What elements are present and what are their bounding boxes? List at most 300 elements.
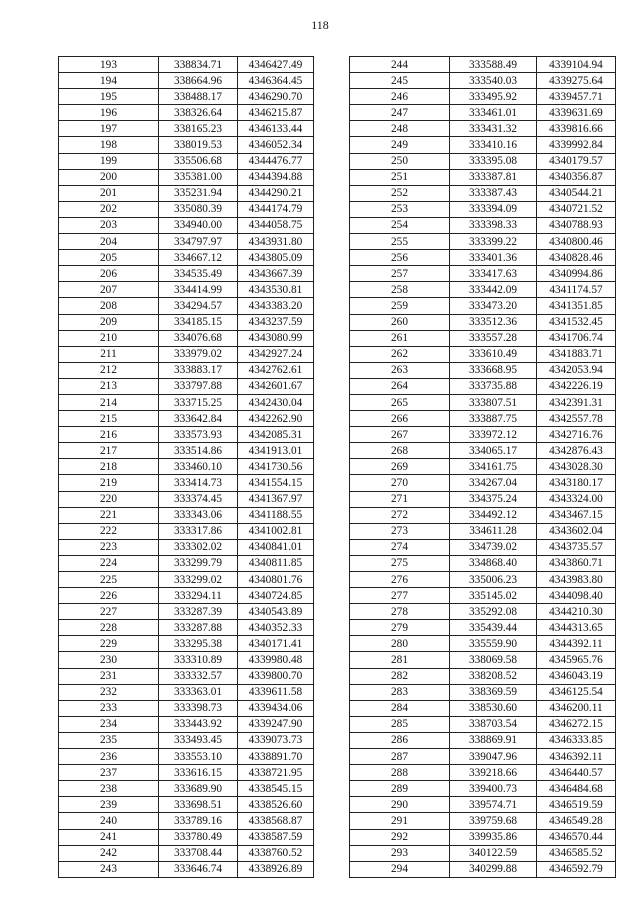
y-coordinate-cell: 4339104.94 — [537, 57, 616, 73]
x-coordinate-cell: 339218.66 — [450, 765, 537, 781]
y-coordinate-cell: 4338587.59 — [238, 829, 314, 845]
point-number-cell: 223 — [59, 539, 159, 555]
point-number-cell: 197 — [59, 121, 159, 137]
table-row — [350, 217, 616, 233]
table-row — [350, 797, 616, 813]
y-coordinate-cell: 4338721.95 — [238, 765, 314, 781]
y-coordinate-cell: 4339992.84 — [537, 137, 616, 153]
x-coordinate-cell: 333410.16 — [450, 137, 537, 153]
table-row — [59, 572, 314, 588]
point-number-cell: 290 — [350, 797, 450, 813]
table-row — [59, 620, 314, 636]
point-number-cell: 265 — [350, 394, 450, 410]
table-row — [59, 89, 314, 105]
point-number-cell: 209 — [59, 314, 159, 330]
y-coordinate-cell: 4346215.87 — [238, 105, 314, 121]
x-coordinate-cell: 335381.00 — [159, 169, 238, 185]
y-coordinate-cell: 4338545.15 — [238, 781, 314, 797]
table-row — [350, 700, 616, 716]
table-row — [59, 394, 314, 410]
point-number-cell: 211 — [59, 346, 159, 362]
y-coordinate-cell: 4339457.71 — [537, 89, 616, 105]
y-coordinate-cell: 4339631.69 — [537, 105, 616, 121]
x-coordinate-cell: 333387.81 — [450, 169, 537, 185]
point-number-cell: 219 — [59, 475, 159, 491]
table-row — [59, 105, 314, 121]
x-coordinate-cell: 339935.86 — [450, 829, 537, 845]
x-coordinate-cell: 333461.01 — [450, 105, 537, 121]
y-coordinate-cell: 4346290.70 — [238, 89, 314, 105]
x-coordinate-cell: 338869.91 — [450, 732, 537, 748]
table-row — [350, 829, 616, 845]
x-coordinate-cell: 333972.12 — [450, 427, 537, 443]
y-coordinate-cell: 4339434.06 — [238, 700, 314, 716]
x-coordinate-cell: 333317.86 — [159, 523, 238, 539]
table-row — [350, 555, 616, 571]
point-number-cell: 212 — [59, 362, 159, 378]
table-row — [350, 588, 616, 604]
x-coordinate-cell: 333287.88 — [159, 620, 238, 636]
table-row — [59, 604, 314, 620]
table-row — [350, 845, 616, 861]
y-coordinate-cell: 4341532.45 — [537, 314, 616, 330]
y-coordinate-cell: 4340179.57 — [537, 153, 616, 169]
table-row — [350, 507, 616, 523]
table-row — [59, 684, 314, 700]
x-coordinate-cell: 334185.15 — [159, 314, 238, 330]
page-number: 118 — [311, 18, 329, 32]
table-row — [59, 636, 314, 652]
table-row — [59, 845, 314, 861]
y-coordinate-cell: 4338891.70 — [238, 749, 314, 765]
x-coordinate-cell: 333343.06 — [159, 507, 238, 523]
table-row — [59, 459, 314, 475]
y-coordinate-cell: 4344394.88 — [238, 169, 314, 185]
x-coordinate-cell: 333299.02 — [159, 572, 238, 588]
point-number-cell: 281 — [350, 652, 450, 668]
y-coordinate-cell: 4339816.66 — [537, 121, 616, 137]
y-coordinate-cell: 4342226.19 — [537, 378, 616, 394]
y-coordinate-cell: 4346392.11 — [537, 749, 616, 765]
x-coordinate-cell: 334161.75 — [450, 459, 537, 475]
table-row — [350, 620, 616, 636]
point-number-cell: 217 — [59, 443, 159, 459]
x-coordinate-cell: 333332.57 — [159, 668, 238, 684]
x-coordinate-cell: 338703.54 — [450, 716, 537, 732]
y-coordinate-cell: 4340994.86 — [537, 266, 616, 282]
point-number-cell: 206 — [59, 266, 159, 282]
x-coordinate-cell: 335439.44 — [450, 620, 537, 636]
point-number-cell: 245 — [350, 73, 450, 89]
x-coordinate-cell: 333398.73 — [159, 700, 238, 716]
x-coordinate-cell: 333374.45 — [159, 491, 238, 507]
y-coordinate-cell: 4341351.85 — [537, 298, 616, 314]
y-coordinate-cell: 4340801.76 — [238, 572, 314, 588]
point-number-cell: 210 — [59, 330, 159, 346]
point-number-cell: 216 — [59, 427, 159, 443]
y-coordinate-cell: 4341883.71 — [537, 346, 616, 362]
table-row — [59, 781, 314, 797]
y-coordinate-cell: 4344313.65 — [537, 620, 616, 636]
x-coordinate-cell: 333299.79 — [159, 555, 238, 571]
x-coordinate-cell: 335559.90 — [450, 636, 537, 652]
x-coordinate-cell: 334267.04 — [450, 475, 537, 491]
x-coordinate-cell: 340299.88 — [450, 861, 537, 877]
table-row — [350, 378, 616, 394]
x-coordinate-cell: 333698.51 — [159, 797, 238, 813]
y-coordinate-cell: 4340352.33 — [238, 620, 314, 636]
table-row — [350, 314, 616, 330]
y-coordinate-cell: 4340724.85 — [238, 588, 314, 604]
table-row — [350, 539, 616, 555]
table-row — [59, 797, 314, 813]
table-row — [59, 121, 314, 137]
table-row — [350, 346, 616, 362]
point-number-cell: 198 — [59, 137, 159, 153]
x-coordinate-cell: 333287.39 — [159, 604, 238, 620]
table-row — [350, 765, 616, 781]
y-coordinate-cell: 4346585.52 — [537, 845, 616, 861]
table-row — [350, 73, 616, 89]
y-coordinate-cell: 4340811.85 — [238, 555, 314, 571]
table-row — [59, 813, 314, 829]
y-coordinate-cell: 4339611.58 — [238, 684, 314, 700]
x-coordinate-cell: 333398.33 — [450, 217, 537, 233]
x-coordinate-cell: 334065.17 — [450, 443, 537, 459]
x-coordinate-cell: 333399.22 — [450, 234, 537, 250]
y-coordinate-cell: 4338526.60 — [238, 797, 314, 813]
table-row — [59, 861, 314, 877]
point-number-cell: 271 — [350, 491, 450, 507]
x-coordinate-cell: 333512.36 — [450, 314, 537, 330]
x-coordinate-cell: 338165.23 — [159, 121, 238, 137]
point-number-cell: 213 — [59, 378, 159, 394]
y-coordinate-cell: 4340828.46 — [537, 250, 616, 266]
y-coordinate-cell: 4339980.48 — [238, 652, 314, 668]
point-number-cell: 220 — [59, 491, 159, 507]
x-coordinate-cell: 333493.45 — [159, 732, 238, 748]
x-coordinate-cell: 339574.71 — [450, 797, 537, 813]
y-coordinate-cell: 4342762.61 — [238, 362, 314, 378]
x-coordinate-cell: 334076.68 — [159, 330, 238, 346]
table-row — [59, 829, 314, 845]
y-coordinate-cell: 4341367.97 — [238, 491, 314, 507]
point-number-cell: 292 — [350, 829, 450, 845]
table-row — [350, 491, 616, 507]
y-coordinate-cell: 4343383.20 — [238, 298, 314, 314]
x-coordinate-cell: 333401.36 — [450, 250, 537, 266]
y-coordinate-cell: 4344058.75 — [238, 217, 314, 233]
table-row — [59, 491, 314, 507]
point-number-cell: 275 — [350, 555, 450, 571]
y-coordinate-cell: 4346133.44 — [238, 121, 314, 137]
point-number-cell: 250 — [350, 153, 450, 169]
point-number-cell: 246 — [350, 89, 450, 105]
table-row — [350, 427, 616, 443]
y-coordinate-cell: 4346484.68 — [537, 781, 616, 797]
x-coordinate-cell: 333668.95 — [450, 362, 537, 378]
point-number-cell: 251 — [350, 169, 450, 185]
table-row — [59, 700, 314, 716]
x-coordinate-cell: 333295.38 — [159, 636, 238, 652]
y-coordinate-cell: 4341730.56 — [238, 459, 314, 475]
x-coordinate-cell: 333414.73 — [159, 475, 238, 491]
point-number-cell: 259 — [350, 298, 450, 314]
table-row — [350, 137, 616, 153]
table-row — [350, 153, 616, 169]
y-coordinate-cell: 4342927.24 — [238, 346, 314, 362]
x-coordinate-cell: 334611.28 — [450, 523, 537, 539]
y-coordinate-cell: 4342430.04 — [238, 394, 314, 410]
x-coordinate-cell: 333473.20 — [450, 298, 537, 314]
x-coordinate-cell: 334940.00 — [159, 217, 238, 233]
y-coordinate-cell: 4343080.99 — [238, 330, 314, 346]
point-number-cell: 193 — [59, 57, 159, 73]
x-coordinate-cell: 333294.11 — [159, 588, 238, 604]
y-coordinate-cell: 4344210.30 — [537, 604, 616, 620]
y-coordinate-cell: 4339275.64 — [537, 73, 616, 89]
x-coordinate-cell: 338664.96 — [159, 73, 238, 89]
y-coordinate-cell: 4346427.49 — [238, 57, 314, 73]
point-number-cell: 277 — [350, 588, 450, 604]
point-number-cell: 225 — [59, 572, 159, 588]
x-coordinate-cell: 333979.02 — [159, 346, 238, 362]
y-coordinate-cell: 4341002.81 — [238, 523, 314, 539]
table-row — [59, 169, 314, 185]
x-coordinate-cell: 333883.17 — [159, 362, 238, 378]
point-number-cell: 228 — [59, 620, 159, 636]
y-coordinate-cell: 4341554.15 — [238, 475, 314, 491]
y-coordinate-cell: 4342085.31 — [238, 427, 314, 443]
y-coordinate-cell: 4344392.11 — [537, 636, 616, 652]
table-row — [59, 588, 314, 604]
x-coordinate-cell: 338069.58 — [450, 652, 537, 668]
y-coordinate-cell: 4343530.81 — [238, 282, 314, 298]
y-coordinate-cell: 4344476.77 — [238, 153, 314, 169]
x-coordinate-cell: 333616.15 — [159, 765, 238, 781]
point-number-cell: 269 — [350, 459, 450, 475]
point-number-cell: 236 — [59, 749, 159, 765]
table-row — [350, 668, 616, 684]
y-coordinate-cell: 4346052.34 — [238, 137, 314, 153]
table-row — [350, 572, 616, 588]
x-coordinate-cell: 340122.59 — [450, 845, 537, 861]
table-row — [59, 346, 314, 362]
x-coordinate-cell: 333780.49 — [159, 829, 238, 845]
point-number-cell: 229 — [59, 636, 159, 652]
table-row — [350, 861, 616, 877]
point-number-cell: 237 — [59, 765, 159, 781]
table-row — [59, 298, 314, 314]
x-coordinate-cell: 333642.84 — [159, 411, 238, 427]
table-row — [59, 234, 314, 250]
point-number-cell: 205 — [59, 250, 159, 266]
table-row — [350, 201, 616, 217]
table-row — [350, 298, 616, 314]
point-number-cell: 204 — [59, 234, 159, 250]
x-coordinate-cell: 334535.49 — [159, 266, 238, 282]
point-number-cell: 240 — [59, 813, 159, 829]
y-coordinate-cell: 4338568.87 — [238, 813, 314, 829]
y-coordinate-cell: 4346272.15 — [537, 716, 616, 732]
table-row — [350, 523, 616, 539]
y-coordinate-cell: 4342053.94 — [537, 362, 616, 378]
table-row — [350, 282, 616, 298]
y-coordinate-cell: 4343324.00 — [537, 491, 616, 507]
x-coordinate-cell: 334797.97 — [159, 234, 238, 250]
x-coordinate-cell: 335231.94 — [159, 185, 238, 201]
point-number-cell: 202 — [59, 201, 159, 217]
x-coordinate-cell: 333514.86 — [159, 443, 238, 459]
point-number-cell: 194 — [59, 73, 159, 89]
x-coordinate-cell: 333573.93 — [159, 427, 238, 443]
x-coordinate-cell: 333715.25 — [159, 394, 238, 410]
x-coordinate-cell: 333442.09 — [450, 282, 537, 298]
table-row — [350, 394, 616, 410]
point-number-cell: 239 — [59, 797, 159, 813]
x-coordinate-cell: 335006.23 — [450, 572, 537, 588]
point-number-cell: 232 — [59, 684, 159, 700]
table-row — [350, 781, 616, 797]
point-number-cell: 247 — [350, 105, 450, 121]
point-number-cell: 287 — [350, 749, 450, 765]
y-coordinate-cell: 4342716.76 — [537, 427, 616, 443]
x-coordinate-cell: 333887.75 — [450, 411, 537, 427]
table-row — [59, 201, 314, 217]
table-row — [350, 459, 616, 475]
table-row — [59, 539, 314, 555]
table-row — [350, 732, 616, 748]
table-row — [59, 314, 314, 330]
point-number-cell: 260 — [350, 314, 450, 330]
x-coordinate-cell: 333789.16 — [159, 813, 238, 829]
x-coordinate-cell: 335145.02 — [450, 588, 537, 604]
table-row — [59, 716, 314, 732]
y-coordinate-cell: 4346043.19 — [537, 668, 616, 684]
y-coordinate-cell: 4343180.17 — [537, 475, 616, 491]
y-coordinate-cell: 4344290.21 — [238, 185, 314, 201]
point-number-cell: 252 — [350, 185, 450, 201]
point-number-cell: 231 — [59, 668, 159, 684]
y-coordinate-cell: 4340171.41 — [238, 636, 314, 652]
table-row — [59, 427, 314, 443]
point-number-cell: 288 — [350, 765, 450, 781]
table-row — [350, 169, 616, 185]
point-number-cell: 242 — [59, 845, 159, 861]
table-row — [59, 330, 314, 346]
point-number-cell: 286 — [350, 732, 450, 748]
y-coordinate-cell: 4344098.40 — [537, 588, 616, 604]
point-number-cell: 207 — [59, 282, 159, 298]
x-coordinate-cell: 333807.51 — [450, 394, 537, 410]
point-number-cell: 279 — [350, 620, 450, 636]
point-number-cell: 195 — [59, 89, 159, 105]
y-coordinate-cell: 4342557.78 — [537, 411, 616, 427]
point-number-cell: 261 — [350, 330, 450, 346]
table-row — [350, 475, 616, 491]
x-coordinate-cell: 335080.39 — [159, 201, 238, 217]
table-row — [350, 250, 616, 266]
point-number-cell: 238 — [59, 781, 159, 797]
point-number-cell: 241 — [59, 829, 159, 845]
table-row — [59, 555, 314, 571]
point-number-cell: 199 — [59, 153, 159, 169]
table-row — [59, 266, 314, 282]
table-row — [59, 362, 314, 378]
x-coordinate-cell: 338369.59 — [450, 684, 537, 700]
x-coordinate-cell: 333495.92 — [450, 89, 537, 105]
table-row — [59, 652, 314, 668]
point-number-cell: 268 — [350, 443, 450, 459]
point-number-cell: 282 — [350, 668, 450, 684]
point-number-cell: 289 — [350, 781, 450, 797]
table-row — [350, 121, 616, 137]
point-number-cell: 244 — [350, 57, 450, 73]
table-row — [59, 57, 314, 73]
table-row — [350, 330, 616, 346]
x-coordinate-cell: 334667.12 — [159, 250, 238, 266]
point-number-cell: 255 — [350, 234, 450, 250]
point-number-cell: 253 — [350, 201, 450, 217]
y-coordinate-cell: 4346440.57 — [537, 765, 616, 781]
y-coordinate-cell: 4341188.55 — [238, 507, 314, 523]
x-coordinate-cell: 333394.09 — [450, 201, 537, 217]
y-coordinate-cell: 4338926.89 — [238, 861, 314, 877]
x-coordinate-cell: 333588.49 — [450, 57, 537, 73]
y-coordinate-cell: 4346333.85 — [537, 732, 616, 748]
x-coordinate-cell: 338019.53 — [159, 137, 238, 153]
table-row — [350, 604, 616, 620]
table-row — [350, 57, 616, 73]
point-number-cell: 283 — [350, 684, 450, 700]
point-number-cell: 218 — [59, 459, 159, 475]
x-coordinate-cell: 334739.02 — [450, 539, 537, 555]
point-number-cell: 196 — [59, 105, 159, 121]
coordinates-table-right — [349, 56, 616, 878]
x-coordinate-cell: 335292.08 — [450, 604, 537, 620]
table-row — [59, 411, 314, 427]
point-number-cell: 256 — [350, 250, 450, 266]
y-coordinate-cell: 4343028.30 — [537, 459, 616, 475]
x-coordinate-cell: 333797.88 — [159, 378, 238, 394]
x-coordinate-cell: 333540.03 — [450, 73, 537, 89]
y-coordinate-cell: 4341706.74 — [537, 330, 616, 346]
point-number-cell: 227 — [59, 604, 159, 620]
point-number-cell: 203 — [59, 217, 159, 233]
point-number-cell: 276 — [350, 572, 450, 588]
y-coordinate-cell: 4343237.59 — [238, 314, 314, 330]
x-coordinate-cell: 333689.90 — [159, 781, 238, 797]
point-number-cell: 230 — [59, 652, 159, 668]
y-coordinate-cell: 4343467.15 — [537, 507, 616, 523]
point-number-cell: 200 — [59, 169, 159, 185]
x-coordinate-cell: 335506.68 — [159, 153, 238, 169]
table-row — [350, 234, 616, 250]
table-row — [59, 475, 314, 491]
x-coordinate-cell: 333310.89 — [159, 652, 238, 668]
y-coordinate-cell: 4343735.57 — [537, 539, 616, 555]
table-row — [59, 137, 314, 153]
table-row — [350, 636, 616, 652]
x-coordinate-cell: 333610.49 — [450, 346, 537, 362]
y-coordinate-cell: 4340544.21 — [537, 185, 616, 201]
table-row — [350, 89, 616, 105]
x-coordinate-cell: 333395.08 — [450, 153, 537, 169]
point-number-cell: 208 — [59, 298, 159, 314]
x-coordinate-cell: 338208.52 — [450, 668, 537, 684]
x-coordinate-cell: 333387.43 — [450, 185, 537, 201]
table-row — [59, 523, 314, 539]
